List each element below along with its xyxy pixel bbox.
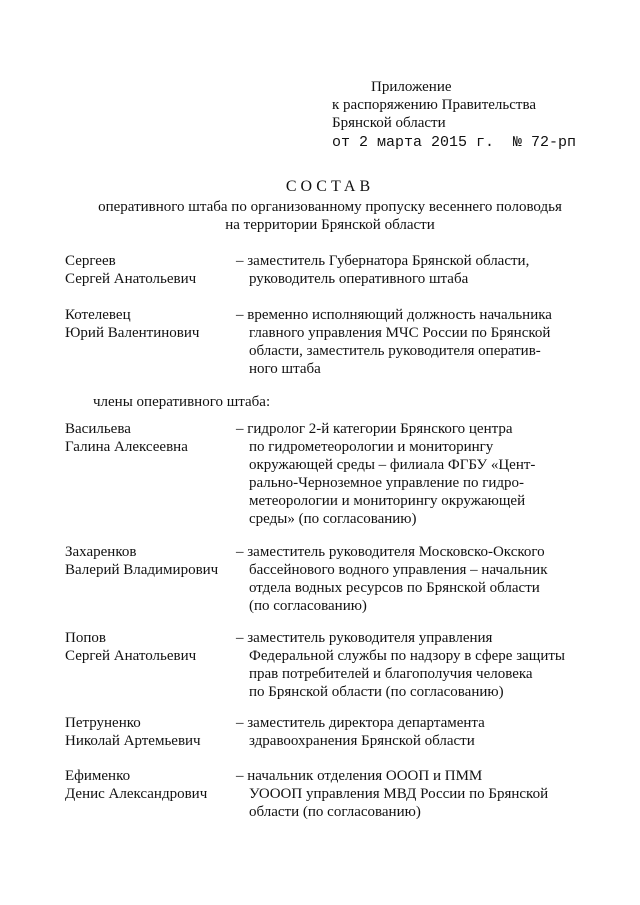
position-line: метеорологии и мониторингу окружающей [249,493,526,509]
member-given-name: Галина Алексеевна [65,439,188,455]
member-surname: Котелевец [65,307,131,323]
position-line: области (по согласованию) [249,804,421,820]
position-line: – заместитель руководителя управления [236,630,493,646]
appendix-date: от 2 марта 2015 г. [332,134,495,151]
member-position [236,543,566,615]
member-given-name: Николай Артемьевич [65,733,201,749]
member-surname: Ефименко [65,768,131,784]
position-line: среды» (по согласованию) [249,511,417,527]
position-line: прав потребителей и благополучия человека [249,666,533,682]
member-given-name: Денис Александрович [65,786,208,802]
appendix-date-line [332,134,602,152]
position-line: главного управления МЧС России по Брянской [249,325,551,341]
subtitle-line-2: на территории Брянской области [225,217,435,233]
appendix-label: Приложение [371,79,452,95]
position-line: – начальник отделения ОООП и ПММ [236,768,483,784]
member-surname: Сергеев [65,253,116,269]
member-name [65,306,235,342]
position-line: – гидролог 2-й категории Брянского центра [236,421,513,437]
member-name [65,767,235,803]
position-line: окружающей среды – филиала ФГБУ «Цент- [249,457,536,473]
position-line: по гидрометеорологии и мониторингу [249,439,494,455]
position-line: ного штаба [249,361,321,377]
position-line: руководитель оперативного штаба [249,271,469,287]
appendix-region: Брянской области [332,115,446,131]
members-heading: члены оперативного штаба: [93,394,271,410]
position-line: здравоохранения Брянской области [249,733,475,749]
subtitle-line-1: оперативного штаба по организованному пропуску весеннего половодья [98,199,562,215]
position-line: – заместитель руководителя Московско-Окского [236,544,545,560]
position-line: по Брянской области (по согласованию) [249,684,504,700]
member-position [236,714,566,750]
position-line: отдела водных ресурсов по Брянской области [249,580,540,596]
member-surname: Васильева [65,421,131,437]
member-given-name: Сергей Анатольевич [65,648,197,664]
member-position [236,252,566,288]
member-name [65,543,235,579]
member-position [236,420,566,528]
member-name [65,420,235,456]
member-position [236,629,566,701]
member-position [236,306,566,378]
document-subtitle [0,198,640,234]
member-given-name: Сергей Анатольевич [65,271,197,287]
position-line: – временно исполняющий должность начальника [236,307,552,323]
appendix-header [332,78,602,152]
member-name [65,714,235,750]
member-position [236,767,566,821]
position-line: – заместитель директора департамента [236,715,485,731]
position-line: – заместитель Губернатора Брянской области, [236,253,530,269]
member-surname: Петруненко [65,715,141,731]
member-surname: Захаренков [65,544,137,560]
position-line: УОООП управления МВД России по Брянской [249,786,549,802]
position-line: области, заместитель руководителя оператив- [249,343,541,359]
member-name [65,252,235,288]
member-name [65,629,235,665]
position-line: (по согласованию) [249,598,367,614]
member-given-name: Юрий Валентинович [65,325,200,341]
document-title: СОСТАВ [285,178,375,195]
position-line: бассейнового водного управления – начальник [249,562,548,578]
appendix-resolution: к распоряжению Правительства [332,97,537,113]
member-surname: Попов [65,630,106,646]
appendix-number: № 72-рп [513,134,577,151]
position-line: рально-Черноземное управление по гидро- [249,475,525,491]
member-given-name: Валерий Владимирович [65,562,219,578]
position-line: Федеральной службы по надзору в сфере защиты [249,648,566,664]
